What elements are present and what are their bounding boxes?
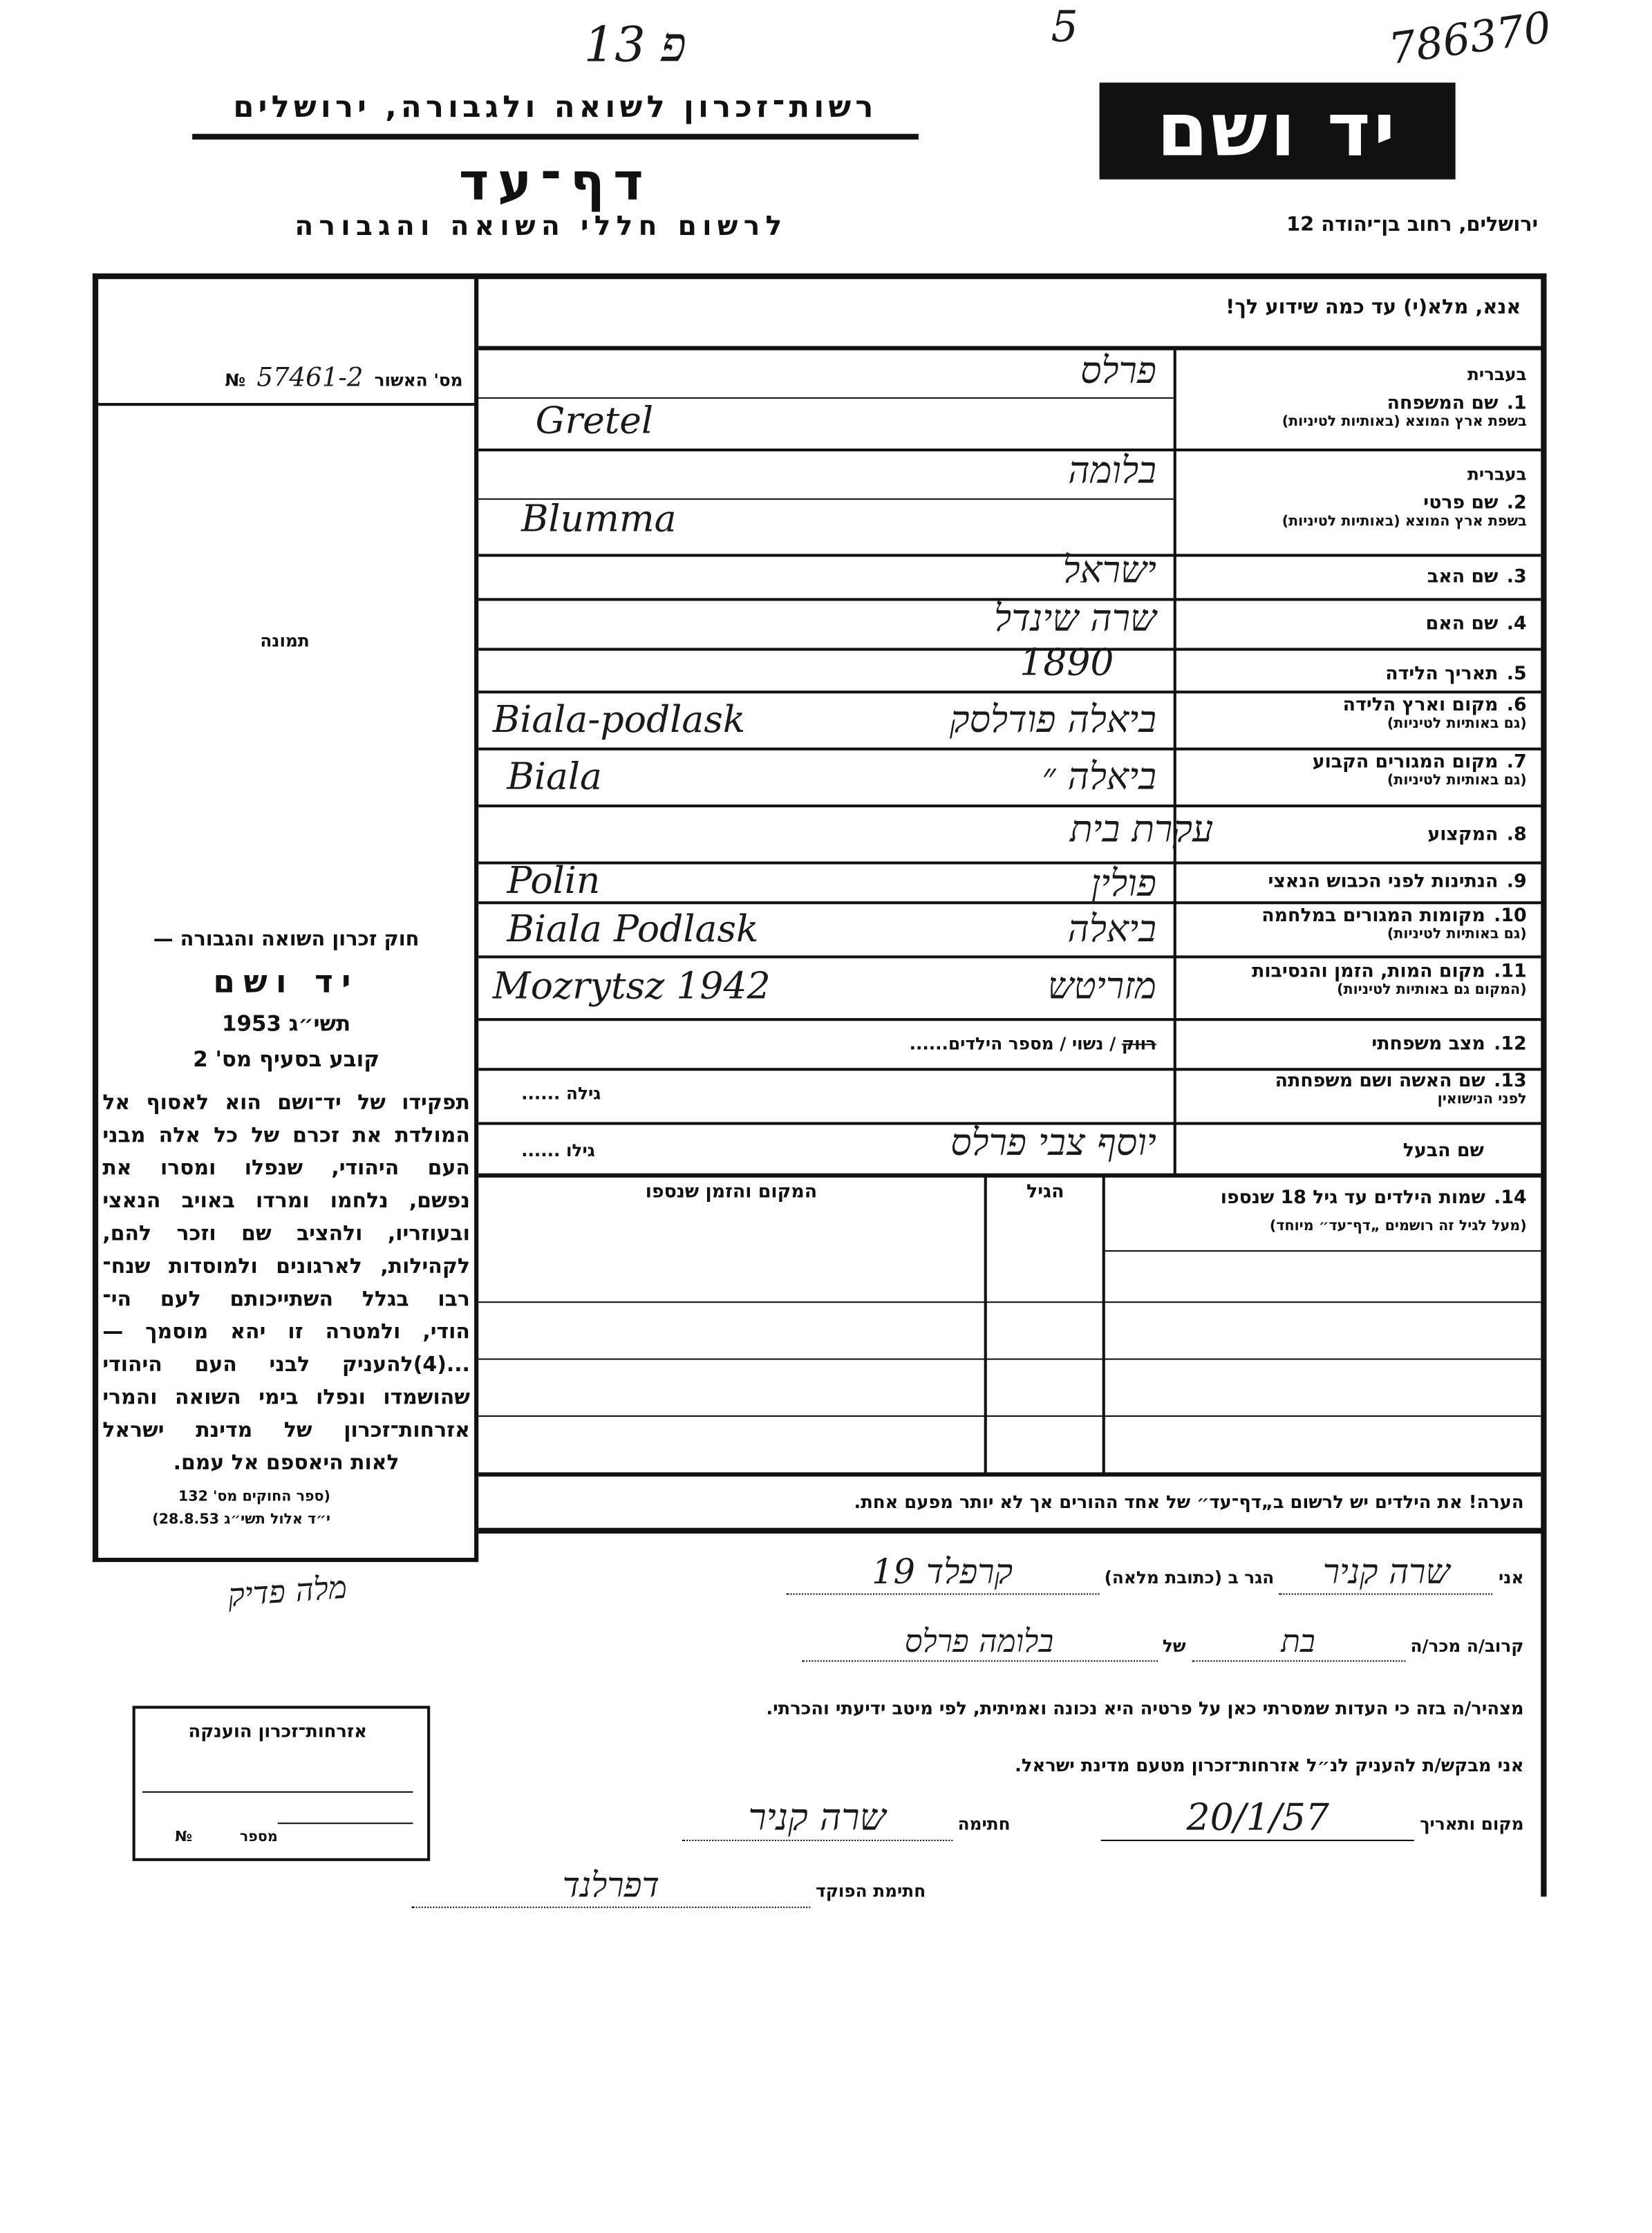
label-text: מקום המגורים הקבוע [1312, 751, 1499, 773]
declarant-name-value[interactable]: שרה קניר [1279, 1552, 1493, 1595]
yad-vashem-logo: יד ושם [1100, 82, 1456, 179]
field-14-sub: (מעל לגיל זה רושמים „דף־עד״ מיוחד) [1269, 1218, 1527, 1235]
label-text: הנתינות לפני הכבוש הנאצי [1268, 871, 1499, 893]
row-line [478, 554, 1541, 556]
row-line [478, 397, 1173, 399]
frame-left [93, 274, 98, 1563]
label-text: שם המשפחה [1387, 393, 1499, 415]
birthplace-hebrew-value[interactable]: ביאלה פודלסק [949, 699, 1156, 742]
label-text: מצב משפחתי [1371, 1033, 1485, 1055]
field-14-label [1100, 1187, 1527, 1209]
firstname-hebrew-value[interactable]: בלומה [1068, 450, 1156, 493]
approval-number [114, 363, 463, 393]
address: ירושלים, רחוב בן־יהודה 12 [1286, 214, 1539, 237]
photo-placeholder: תמונה [260, 630, 310, 651]
header-underline [192, 134, 919, 140]
law-line: הודי, ולמטרה זו יהא מוסמך — [102, 1321, 470, 1344]
law-year: תשי״ג 1953 [222, 1010, 351, 1037]
wife-age-field[interactable]: גילה ...... [521, 1083, 601, 1104]
label-sub: בשפת ארץ המוצא (באותיות לטיניות) [1282, 514, 1527, 530]
row-line [478, 1528, 1542, 1534]
field-number: 7. [1506, 751, 1527, 773]
declarant-row [491, 1552, 1524, 1609]
death-place-hebrew-value[interactable]: מזריטש [1047, 965, 1156, 1008]
field-number: 6. [1506, 695, 1527, 717]
label-sub: (גם באותיות לטיניות) [1387, 773, 1527, 789]
handwritten-page-ref: פ 13 [583, 17, 686, 75]
org-name: רשות־זכרון לשואה ולגבורה, ירושלים [233, 89, 878, 124]
row-line [278, 1822, 413, 1824]
signature-label: חתימה [957, 1813, 1011, 1834]
field-number: 5. [1506, 663, 1527, 686]
label-sub: (המקום גם באותיות לטיניות) [1337, 982, 1527, 999]
law-section: קובע בסעיף מס' 2 [193, 1046, 380, 1073]
row-line [478, 748, 1541, 751]
law-line: ...(4)להעניק לבני העם היהודי [102, 1354, 470, 1377]
row-line [478, 1018, 1541, 1021]
approval-no: № [225, 370, 246, 390]
stamp-title: אזרחות־זכרון הוענקה [188, 1719, 367, 1742]
citizenship-stamp-box [133, 1706, 431, 1861]
row-line [478, 901, 1541, 904]
field-number: 10. [1494, 905, 1527, 927]
fields-area [478, 350, 1541, 1176]
law-line: שהושמדו ונפלו בימי השואה והמרי [102, 1386, 470, 1410]
residence-latin-value[interactable]: Biala [507, 756, 602, 799]
frame-right [1541, 274, 1546, 1897]
signature-row [470, 1797, 1524, 1841]
row-line [478, 1472, 1541, 1476]
address-value[interactable]: קרפלד 19 [785, 1552, 1098, 1595]
field-5-label [1196, 663, 1541, 685]
form-subtitle: לרשום חללי השואה והגבורה [294, 210, 788, 243]
label-text: מקום וארץ הלידה [1342, 695, 1499, 717]
handwritten-number: 5 [1051, 3, 1078, 53]
label-text: שם האשה ושם משפחתה [1275, 1071, 1485, 1093]
row-line [478, 804, 1541, 807]
signature-value[interactable]: שרה קניר [682, 1797, 952, 1841]
of-value[interactable]: בלומה פרלס [801, 1623, 1157, 1662]
row-line [478, 861, 1541, 864]
row-line [478, 1415, 1541, 1417]
children-table [478, 1176, 1541, 1478]
law-source-date: י״ד אלול תשי״ג 28.8.53) [152, 1512, 330, 1528]
field-number: 2. [1506, 492, 1527, 514]
relative-label: קרוב/ה מכר/ה [1410, 1636, 1524, 1657]
instruction: אנא, מלא(י) עד כמה שידוע לך! [1226, 296, 1521, 319]
law-line: נפשם, נלחמו ומרדו באויב הנאצי [102, 1190, 470, 1214]
surname-hebrew-value[interactable]: פרלס [1080, 350, 1156, 393]
marital-options-rest: / נשוי / מספר הילדים...... [909, 1033, 1122, 1054]
row-line [478, 690, 1541, 693]
residence-hebrew-value[interactable]: ביאלה ״ [1042, 756, 1156, 799]
approval-value: 57461-2 [256, 363, 364, 393]
officer-label: חתימת הפוקד [816, 1881, 926, 1901]
law-line: לאות היאספם אל עמם. [173, 1452, 400, 1476]
label-text: המקצוע [1427, 824, 1499, 846]
surname-latin-value[interactable]: Gretel [535, 399, 654, 443]
left-column-bottom [93, 1558, 477, 1562]
column-line [984, 1176, 987, 1476]
officer-row [285, 1865, 926, 1908]
husband-age-field[interactable]: גילו ...... [521, 1140, 595, 1161]
field-10-label [1196, 905, 1541, 943]
field-11-label [1196, 961, 1541, 999]
label-text: תאריך הלידה [1385, 663, 1499, 686]
label-text: שם האם [1425, 613, 1499, 635]
law-title: חוק זכרון השואה והגבורה — [153, 928, 420, 952]
law-source: (ספר החוקים מס' 132 [178, 1489, 330, 1505]
field-number: 4. [1506, 613, 1527, 635]
field-number: 13. [1494, 1071, 1527, 1093]
law-text [102, 1088, 470, 1481]
law-yad-vashem: יד ושם [213, 965, 359, 1001]
relation-value[interactable]: בת [1192, 1623, 1405, 1662]
field-number: 9. [1506, 871, 1527, 893]
field-number: 1. [1506, 393, 1527, 415]
field-1-label [1196, 393, 1541, 431]
law-line: אזרחות־זכרון של מדינת ישראל [102, 1420, 470, 1443]
address-label: הגר ב (כתובת מלאה) [1104, 1567, 1275, 1588]
death-place-latin-value[interactable]: Mozrytsz 1942 [492, 965, 771, 1008]
row-line [478, 1301, 1541, 1303]
firstname-latin-value[interactable]: Blumma [521, 498, 677, 541]
field-4-label [1196, 614, 1541, 635]
marital-status-options[interactable] [910, 1034, 1156, 1054]
field-3-label [1196, 567, 1541, 588]
label-sub: (גם באותיות לטיניות) [1387, 716, 1527, 732]
handwritten-file-number: 786370 [1385, 3, 1555, 75]
field-7-label [1196, 752, 1541, 789]
field-number: 3. [1506, 566, 1527, 588]
frame-top [93, 274, 1546, 279]
label-divider [1174, 350, 1176, 1176]
label-sub: לפני הנישואין [1437, 1092, 1527, 1108]
row-line [478, 648, 1541, 650]
field-number: 14. [1494, 1187, 1527, 1209]
of-label: של [1162, 1636, 1186, 1657]
officer-signature-value[interactable]: דפרלנד [411, 1865, 810, 1908]
note-text: הערה! את הילדים יש לרשום ב„דף־עד״ של אחד ההורים אך לא יותר מפעם אחת. [854, 1491, 1524, 1513]
label-text: מקום המות, הזמן והנסיבות [1252, 961, 1485, 983]
field-2-label [1196, 493, 1541, 530]
row-line [478, 449, 1541, 451]
row-line [1105, 1250, 1541, 1252]
wartime-residence-hebrew-value[interactable]: ביאלה [1067, 908, 1156, 952]
i-label: אני [1499, 1567, 1524, 1588]
field-9-label [1196, 871, 1541, 893]
field-number: 12. [1494, 1033, 1527, 1055]
law-line: העם היהודי, שנפלו ומסרו את [102, 1158, 470, 1180]
stamp-number-label: מספר [239, 1829, 278, 1846]
label-text: שם פרטי [1423, 492, 1499, 514]
husband-name-value[interactable]: יוסף צבי פרלס [950, 1122, 1156, 1165]
form-title: דף־עד [458, 153, 653, 212]
label-text: שמות הילדים עד גיל 18 שנספו [1220, 1187, 1485, 1209]
birthplace-latin-value[interactable]: Biala-podlask [492, 699, 746, 742]
law-line: רבו בגלל השתייכותם לעם הי־ [102, 1288, 470, 1312]
stamp-number [149, 1829, 277, 1845]
field-number: 11. [1494, 961, 1527, 983]
place-date-label: מקום ותאריך [1420, 1813, 1524, 1834]
citizenship-request: אני מבקש/ת להעניק לנ״ל אזרחות־זכרון מטעם מדינת ישראל. [1015, 1754, 1524, 1776]
column-age-header: הגיל [1026, 1182, 1064, 1203]
row-line [478, 955, 1541, 958]
profession-value[interactable]: עקרת בית [1069, 809, 1214, 852]
option-single-struck: רווק [1121, 1033, 1156, 1054]
place-date-value[interactable]: 20/1/57 [1101, 1797, 1414, 1841]
approval-label: מס' האשור [374, 370, 463, 390]
field-13-label [1196, 1071, 1541, 1108]
field-8-label [1196, 825, 1541, 846]
field-6-label [1196, 695, 1541, 732]
stamp-no: № [175, 1829, 192, 1846]
father-name-value[interactable]: ישראל [1062, 549, 1156, 593]
husband-label: שם הבעל [1402, 1140, 1484, 1162]
wartime-residence-latin-value[interactable]: Biala Podlask [507, 908, 759, 952]
nationality-hebrew-value[interactable]: פולין [1091, 863, 1156, 906]
margin-annotation: מלה פדיק [227, 1570, 348, 1615]
law-line: המולדת את זכרם של כל אלה מבני [102, 1124, 470, 1148]
row-line [98, 403, 474, 406]
birth-date-value[interactable]: 1890 [1020, 642, 1114, 686]
mother-name-value[interactable]: שרה שינדל [994, 598, 1156, 641]
declaration-statement: מצהיר/ה בזה כי העדות שמסרתי כאן על פרטיה היא נכונה ואמיתית, לפי מיטב ידיעתי והכרתי. [766, 1697, 1524, 1719]
label-sub: בשפת ארץ המוצא (באותיות לטיניות) [1282, 414, 1527, 431]
field-number: 8. [1506, 824, 1527, 846]
law-line: תפקידו של יד־ושם הוא לאסוף אל [102, 1092, 470, 1115]
nationality-latin-value[interactable]: Polin [507, 860, 601, 903]
field-12-label [1196, 1034, 1541, 1055]
label-sub: (גם באותיות לטיניות) [1387, 927, 1527, 943]
law-line: ובעוזריו, ולהציב שם וזכר להם, [102, 1223, 470, 1246]
column-place-header: המקום והזמן שנספו [645, 1182, 818, 1203]
law-line: לקהילות, לארגונים ולמוסדות שנח־ [102, 1256, 470, 1279]
row-line [478, 1359, 1541, 1360]
relation-row [491, 1623, 1524, 1662]
hebrew-label: בעברית [1467, 464, 1527, 484]
label-text: מקומות המגורים במלחמה [1261, 905, 1485, 927]
row-line [142, 1791, 413, 1793]
label-text: שם האב [1427, 566, 1499, 588]
hebrew-label: בעברית [1467, 364, 1527, 385]
